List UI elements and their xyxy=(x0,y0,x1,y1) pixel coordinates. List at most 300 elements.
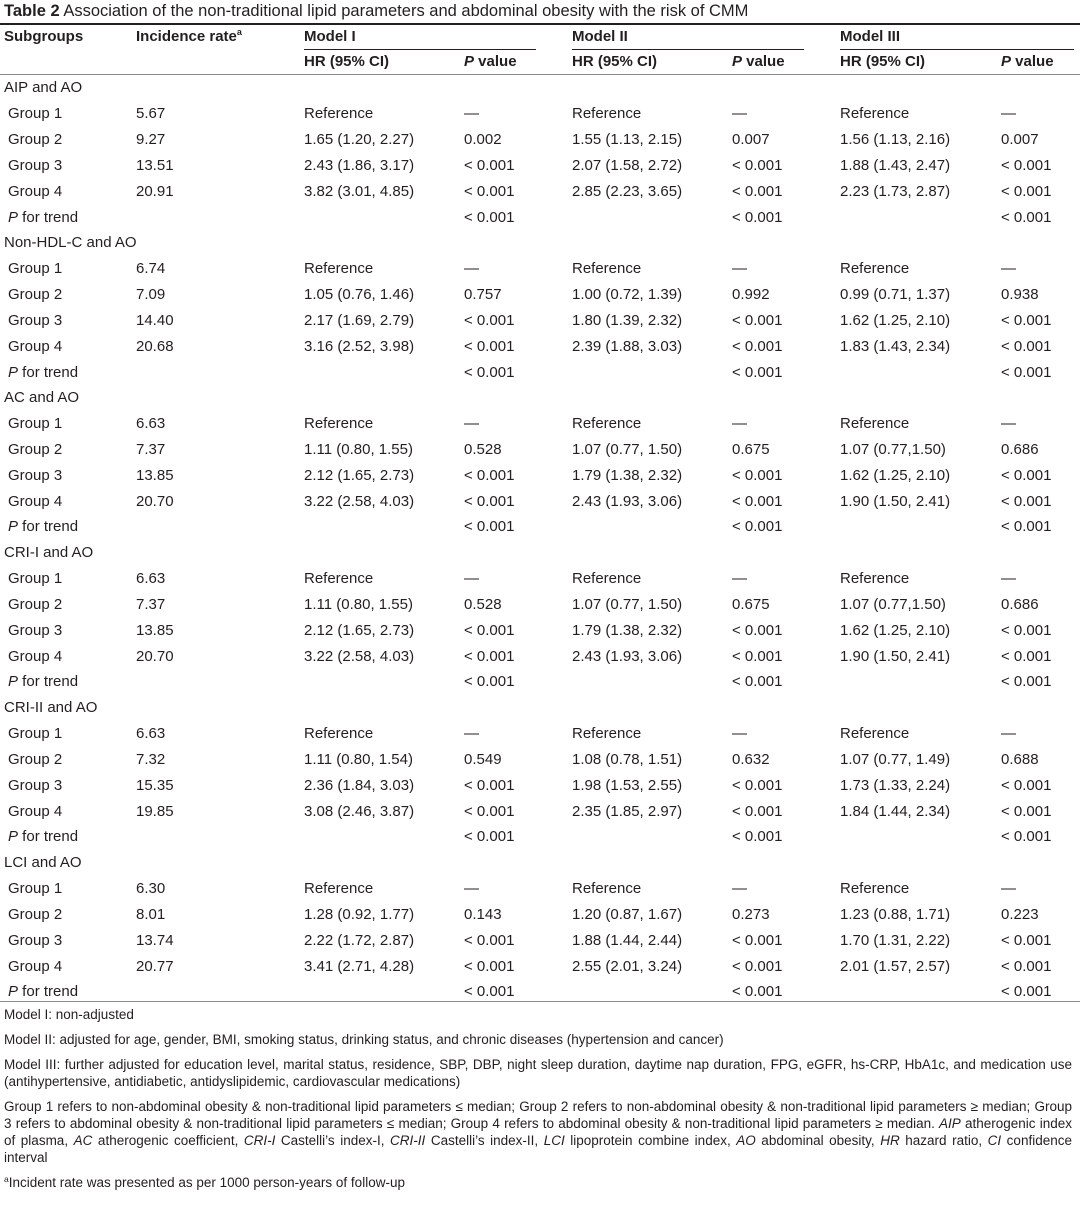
model-3-p: 0.688 xyxy=(1001,750,1039,768)
model-1-p: — xyxy=(464,570,479,588)
footnote-text: Castelli’s index-I, xyxy=(275,1133,391,1148)
header-p-model-1: P value xyxy=(464,53,517,70)
header-model-2: Model II xyxy=(572,28,628,45)
model-1-p: — xyxy=(464,105,479,123)
group-label: Group 2 xyxy=(8,286,63,304)
model-1-hr: 1.11 (0.80, 1.55) xyxy=(304,595,413,613)
model-3-p: < 0.001 xyxy=(1001,156,1052,174)
model-1-p: 0.143 xyxy=(464,905,502,923)
table-row xyxy=(0,747,1080,773)
table-row xyxy=(0,307,1080,333)
header-model-3: Model III xyxy=(840,28,900,45)
model-1-trend-p: < 0.001 xyxy=(464,208,515,226)
model-3-hr: 1.73 (1.33, 2.24) xyxy=(840,776,951,794)
model-2-trend-p: < 0.001 xyxy=(732,983,783,1001)
header-p-model-3: P value xyxy=(1001,53,1054,70)
model-2-hr: 1.79 (1.38, 2.32) xyxy=(572,466,683,484)
model-1-p: 0.002 xyxy=(464,131,502,149)
incidence-rate: 6.74 xyxy=(136,260,166,278)
model-2-p: — xyxy=(732,415,747,433)
empty-cell xyxy=(840,669,1001,695)
model-2-hr: 1.98 (1.53, 2.55) xyxy=(572,776,683,794)
incidence-rate: 15.35 xyxy=(136,776,174,794)
model-3-p: < 0.001 xyxy=(1001,647,1052,665)
empty-cell xyxy=(572,824,732,850)
model-3-hr: 1.83 (1.43, 2.34) xyxy=(840,337,951,355)
model-2-hr: 1.00 (0.72, 1.39) xyxy=(572,286,683,304)
trend-label: P for trend xyxy=(8,518,79,536)
model-2-trend-p: < 0.001 xyxy=(732,828,783,846)
empty-cell xyxy=(572,359,732,385)
model-2-hr: 2.43 (1.93, 3.06) xyxy=(572,492,683,510)
table-row xyxy=(0,592,1080,618)
model-3-hr: 1.07 (0.77,1.50) xyxy=(840,595,946,613)
footnote-text: confidence interval xyxy=(4,1133,1072,1165)
header-hr-model-3: HR (95% CI) xyxy=(840,53,926,70)
model-3-hr: 1.70 (1.31, 2.22) xyxy=(840,931,951,949)
abbreviation: LCI xyxy=(543,1133,565,1148)
model-1-hr: 3.41 (2.71, 4.28) xyxy=(304,957,415,975)
model-3-p: < 0.001 xyxy=(1001,621,1052,639)
model-2-hr: 1.55 (1.13, 2.15) xyxy=(572,131,683,149)
group-label: Group 3 xyxy=(8,931,63,949)
model-3-p: — xyxy=(1001,725,1016,743)
footnote-text: atherogenic coefficient, xyxy=(92,1133,244,1148)
model-2-p: — xyxy=(732,105,747,123)
empty-cell xyxy=(840,824,1001,850)
model-3-p: < 0.001 xyxy=(1001,337,1052,355)
group-label: Group 4 xyxy=(8,647,63,665)
footnote-incidence: $^a$Incident rate was presented as per 1000 person-years of follow-up xyxy=(4,1174,405,1190)
model-3-p: — xyxy=(1001,880,1016,898)
model-2-hr: 2.85 (2.23, 3.65) xyxy=(572,182,683,200)
model-3-p: < 0.001 xyxy=(1001,802,1052,820)
trend-label: P for trend xyxy=(8,828,79,846)
abbreviation: AC xyxy=(73,1133,93,1148)
model-3-p: 0.686 xyxy=(1001,595,1039,613)
model-3-p: 0.938 xyxy=(1001,286,1039,304)
header-p-model-2: P value xyxy=(732,53,785,70)
model-1-hr: 3.08 (2.46, 3.87) xyxy=(304,802,415,820)
table-label: Table 2 xyxy=(4,2,60,20)
section-title: CRI-I and AO xyxy=(4,544,94,562)
group-label: Group 2 xyxy=(8,131,63,149)
empty-cell xyxy=(136,359,304,385)
model-1-hr: Reference xyxy=(304,415,374,433)
incidence-rate: 6.63 xyxy=(136,415,166,433)
model-2-trend-p: < 0.001 xyxy=(732,673,783,691)
model-1-trend-p: < 0.001 xyxy=(464,828,515,846)
table-row xyxy=(0,127,1080,153)
model-3-hr: 1.62 (1.25, 2.10) xyxy=(840,621,951,639)
header-hr-model-2: HR (95% CI) xyxy=(572,53,658,70)
model-3-hr: Reference xyxy=(840,570,910,588)
table-row xyxy=(0,282,1080,308)
incidence-rate: 13.85 xyxy=(136,466,174,484)
trend-label: P for trend xyxy=(8,208,79,226)
model-3-hr: 0.99 (0.71, 1.37) xyxy=(840,286,951,304)
footnote-text: abdominal obesity, xyxy=(755,1133,881,1148)
footnote-text: hazard ratio, xyxy=(899,1133,988,1148)
group-label: Group 1 xyxy=(8,415,63,433)
model-3-p: — xyxy=(1001,260,1016,278)
model-3-p: < 0.001 xyxy=(1001,957,1052,975)
model-2-hr: 2.55 (2.01, 3.24) xyxy=(572,957,683,975)
model-1-p: < 0.001 xyxy=(464,492,515,510)
model-2-p: < 0.001 xyxy=(732,957,783,975)
abbreviation: HR xyxy=(880,1133,900,1148)
table-row xyxy=(0,488,1080,514)
table-row xyxy=(0,256,1080,282)
incidence-rate: 7.37 xyxy=(136,595,166,613)
section-title: AC and AO xyxy=(4,389,80,407)
model-2-hr: Reference xyxy=(572,880,642,898)
model-1-p: < 0.001 xyxy=(464,802,515,820)
incidence-rate: 13.85 xyxy=(136,621,174,639)
incidence-rate: 6.63 xyxy=(136,570,166,588)
model-1-p: 0.757 xyxy=(464,286,502,304)
model-3-hr: Reference xyxy=(840,725,910,743)
model-1-p: — xyxy=(464,415,479,433)
model-1-p: < 0.001 xyxy=(464,647,515,665)
model-2-p: < 0.001 xyxy=(732,802,783,820)
model-3-p: — xyxy=(1001,415,1016,433)
group-label: Group 4 xyxy=(8,492,63,510)
model-3-p: < 0.001 xyxy=(1001,311,1052,329)
group-label: Group 2 xyxy=(8,905,63,923)
results-table xyxy=(0,75,1080,1005)
model-2-p: < 0.001 xyxy=(732,621,783,639)
header-model-1: Model I xyxy=(304,28,356,45)
model-1-p: < 0.001 xyxy=(464,776,515,794)
table-row xyxy=(0,643,1080,669)
model-2-p: < 0.001 xyxy=(732,466,783,484)
model-1-hr: 2.43 (1.86, 3.17) xyxy=(304,156,415,174)
trend-row xyxy=(0,669,1080,695)
trend-row xyxy=(0,359,1080,385)
model-3-trend-p: < 0.001 xyxy=(1001,983,1052,1001)
group-label: Group 1 xyxy=(8,260,63,278)
model-2-hr: 1.08 (0.78, 1.51) xyxy=(572,750,683,768)
empty-cell xyxy=(304,514,464,540)
model-1-hr: 3.22 (2.58, 4.03) xyxy=(304,647,415,665)
model-3-trend-p: < 0.001 xyxy=(1001,363,1052,381)
footnote-text: Castelli’s index-II, xyxy=(425,1133,544,1148)
table-row xyxy=(0,566,1080,592)
incidence-rate: 13.74 xyxy=(136,931,174,949)
table-row xyxy=(0,617,1080,643)
table-title: Association of the non-traditional lipid parameters and abdominal obesity with the risk of CMM xyxy=(63,2,749,20)
trend-row xyxy=(0,514,1080,540)
model-2-p: 0.675 xyxy=(732,595,770,613)
model-2-hr: 1.80 (1.39, 2.32) xyxy=(572,311,683,329)
model-2-hr: Reference xyxy=(572,725,642,743)
incidence-rate: 13.51 xyxy=(136,156,174,174)
model-2-hr: 2.07 (1.58, 2.72) xyxy=(572,156,683,174)
model-1-hr: Reference xyxy=(304,570,374,588)
incidence-rate: 6.63 xyxy=(136,725,166,743)
section-header-row xyxy=(0,75,1080,101)
model-1-hr: 1.11 (0.80, 1.54) xyxy=(304,750,413,768)
empty-cell xyxy=(136,514,304,540)
model-3-hr: 1.88 (1.43, 2.47) xyxy=(840,156,951,174)
table-row xyxy=(0,333,1080,359)
table-row xyxy=(0,437,1080,463)
group-label: Group 1 xyxy=(8,570,63,588)
table-row xyxy=(0,953,1080,979)
model-2-p: 0.273 xyxy=(732,905,770,923)
model-2-p: — xyxy=(732,725,747,743)
model-3-p: < 0.001 xyxy=(1001,931,1052,949)
incidence-rate: 5.67 xyxy=(136,105,166,123)
model-1-hr: 3.82 (3.01, 4.85) xyxy=(304,182,415,200)
model-1-p: < 0.001 xyxy=(464,466,515,484)
empty-cell xyxy=(304,824,464,850)
empty-cell xyxy=(136,204,304,230)
trend-label: P for trend xyxy=(8,983,79,1001)
model-1-hr: 1.05 (0.76, 1.46) xyxy=(304,286,415,304)
model-2-hr: 2.35 (1.85, 2.97) xyxy=(572,802,683,820)
model-2-trend-p: < 0.001 xyxy=(732,208,783,226)
model-2-hr: 1.20 (0.87, 1.67) xyxy=(572,905,683,923)
model-1-p: — xyxy=(464,725,479,743)
abbreviation: AIP xyxy=(939,1116,961,1131)
group-label: Group 4 xyxy=(8,337,63,355)
model-1-hr: 2.36 (1.84, 3.03) xyxy=(304,776,415,794)
group-label: Group 2 xyxy=(8,441,63,458)
model-3-hr: 2.01 (1.57, 2.57) xyxy=(840,957,951,975)
table-row xyxy=(0,101,1080,127)
model-3-trend-p: < 0.001 xyxy=(1001,673,1052,691)
table-row xyxy=(0,772,1080,798)
empty-cell xyxy=(136,824,304,850)
model-2-p: < 0.001 xyxy=(732,182,783,200)
model-2-p: < 0.001 xyxy=(732,311,783,329)
footnote-text: atherogenic index of plasma, xyxy=(4,1116,1073,1148)
incidence-rate: 20.70 xyxy=(136,647,174,665)
trend-row xyxy=(0,204,1080,230)
model-2-hr: Reference xyxy=(572,570,642,588)
model-1-p: < 0.001 xyxy=(464,957,515,975)
model-3-hr: 1.90 (1.50, 2.41) xyxy=(840,647,951,665)
abbreviation: CRI-I xyxy=(243,1133,276,1148)
footnote-model-3: Model III: further adjusted for education level, marital status, residence, SBP, DBP, night sleep duration, daytime nap duration, FPG, eGFR, hs-CRP, HbA1c, and medication use (antihypertensive, antidiabetic, antidyslipidemic, cardiovascular medications) xyxy=(4,1057,1072,1089)
model-2-p: 0.675 xyxy=(732,441,770,458)
footnote-model-1: Model I: non-adjusted xyxy=(4,1007,134,1022)
model-1-p: < 0.001 xyxy=(464,311,515,329)
header-subgroups: Subgroups xyxy=(4,28,84,45)
model-1-p: 0.549 xyxy=(464,750,502,768)
section-title: CRI-II and AO xyxy=(4,699,98,717)
model-2-trend-p: < 0.001 xyxy=(732,363,783,381)
group-label: Group 4 xyxy=(8,957,63,975)
table-body xyxy=(0,75,1080,1005)
model-2-hr: 1.88 (1.44, 2.44) xyxy=(572,931,683,949)
model-3-hr: Reference xyxy=(840,105,910,123)
model-3-rule xyxy=(840,49,1074,50)
table-row xyxy=(0,462,1080,488)
model-1-hr: Reference xyxy=(304,725,374,743)
table-bottom-rule xyxy=(0,1001,1080,1002)
table-row xyxy=(0,798,1080,824)
model-3-hr: 1.07 (0.77,1.50) xyxy=(840,441,946,458)
model-2-hr: 1.07 (0.77, 1.50) xyxy=(572,441,683,458)
model-2-p: < 0.001 xyxy=(732,776,783,794)
model-1-p: < 0.001 xyxy=(464,182,515,200)
header-hr-model-1: HR (95% CI) xyxy=(304,53,390,70)
footnote-text: lipoprotein combine index, xyxy=(564,1133,737,1148)
empty-cell xyxy=(840,359,1001,385)
table-row xyxy=(0,902,1080,928)
table-caption xyxy=(4,0,748,22)
model-1-p: 0.528 xyxy=(464,595,502,613)
group-label: Group 2 xyxy=(8,595,63,613)
model-1-hr: Reference xyxy=(304,105,374,123)
model-2-p: — xyxy=(732,570,747,588)
group-label: Group 4 xyxy=(8,182,63,200)
group-label: Group 2 xyxy=(8,750,63,768)
model-1-hr: 3.22 (2.58, 4.03) xyxy=(304,492,415,510)
model-3-p: — xyxy=(1001,105,1016,123)
model-3-p: < 0.001 xyxy=(1001,492,1052,510)
model-1-hr: 1.65 (1.20, 2.27) xyxy=(304,131,415,149)
footnote-model-2: Model II: adjusted for age, gender, BMI, smoking status, drinking status, and chronic diseases (hypertension and cancer) xyxy=(4,1032,724,1047)
model-3-hr: 2.23 (1.73, 2.87) xyxy=(840,182,951,200)
model-1-hr: 1.11 (0.80, 1.55) xyxy=(304,441,413,458)
model-3-trend-p: < 0.001 xyxy=(1001,518,1052,536)
empty-cell xyxy=(840,514,1001,540)
model-1-hr: 2.22 (1.72, 2.87) xyxy=(304,931,415,949)
footnotes xyxy=(4,1006,1072,1199)
top-rule xyxy=(0,23,1080,25)
table-row xyxy=(0,411,1080,437)
model-3-hr: 1.62 (1.25, 2.10) xyxy=(840,311,951,329)
footnote-groups xyxy=(4,1098,1072,1166)
model-2-hr: 1.07 (0.77, 1.50) xyxy=(572,595,683,613)
abbreviation: CRI-II xyxy=(390,1133,426,1148)
table-row xyxy=(0,927,1080,953)
model-3-hr: Reference xyxy=(840,880,910,898)
section-header-row xyxy=(0,230,1080,256)
group-label: Group 4 xyxy=(8,802,63,820)
model-2-p: < 0.001 xyxy=(732,492,783,510)
empty-cell xyxy=(840,204,1001,230)
model-3-hr: 1.07 (0.77, 1.49) xyxy=(840,750,951,768)
model-2-p: < 0.001 xyxy=(732,647,783,665)
group-label: Group 3 xyxy=(8,156,63,174)
model-2-p: — xyxy=(732,260,747,278)
model-1-p: < 0.001 xyxy=(464,621,515,639)
model-3-p: < 0.001 xyxy=(1001,466,1052,484)
model-2-hr: 2.39 (1.88, 3.03) xyxy=(572,337,683,355)
empty-cell xyxy=(572,669,732,695)
model-1-hr: 2.12 (1.65, 2.73) xyxy=(304,621,415,639)
model-3-trend-p: < 0.001 xyxy=(1001,828,1052,846)
incidence-rate: 20.77 xyxy=(136,957,174,975)
incidence-rate: 20.91 xyxy=(136,182,174,200)
incidence-rate: 6.30 xyxy=(136,880,166,898)
empty-cell xyxy=(572,514,732,540)
model-2-hr: Reference xyxy=(572,105,642,123)
empty-cell xyxy=(304,204,464,230)
incidence-rate: 19.85 xyxy=(136,802,174,820)
model-2-p: — xyxy=(732,880,747,898)
model-2-hr: Reference xyxy=(572,415,642,433)
section-title: Non-HDL-C and AO xyxy=(4,234,137,252)
incidence-rate: 7.32 xyxy=(136,750,166,768)
group-label: Group 3 xyxy=(8,311,63,329)
model-1-trend-p: < 0.001 xyxy=(464,518,515,536)
model-1-hr: 3.16 (2.52, 3.98) xyxy=(304,337,415,355)
footnote-text: Group 1 refers to non-abdominal obesity & non-traditional lipid parameters ≤ median; Group 2 refers to non-abdominal obesity & non-traditional lipid parameters ≥ median; Group 3 refers to abdominal obesity & non-traditional lipid parameters ≤ median; Group 4 refers to abdominal obesity & non-traditional lipid parameters ≥ median. xyxy=(4,1099,1072,1131)
model-3-hr: 1.84 (1.44, 2.34) xyxy=(840,802,951,820)
group-label: Group 3 xyxy=(8,776,63,794)
model-3-hr: Reference xyxy=(840,415,910,433)
model-1-p: < 0.001 xyxy=(464,931,515,949)
abbreviation: CI xyxy=(987,1133,1002,1148)
model-1-hr: 1.28 (0.92, 1.77) xyxy=(304,905,415,923)
model-1-trend-p: < 0.001 xyxy=(464,363,515,381)
table-row xyxy=(0,152,1080,178)
section-header-row xyxy=(0,850,1080,876)
section-header-row xyxy=(0,695,1080,721)
table-row xyxy=(0,721,1080,747)
section-title: AIP and AO xyxy=(4,79,83,97)
section-header-row xyxy=(0,385,1080,411)
model-2-hr: 2.43 (1.93, 3.06) xyxy=(572,647,683,665)
trend-row xyxy=(0,824,1080,850)
abbreviation: AO xyxy=(736,1133,756,1148)
group-label: Group 1 xyxy=(8,880,63,898)
group-label: Group 1 xyxy=(8,725,63,743)
incidence-rate: 9.27 xyxy=(136,131,166,149)
model-3-hr: 1.62 (1.25, 2.10) xyxy=(840,466,951,484)
incidence-rate: 14.40 xyxy=(136,311,174,329)
model-3-hr: 1.56 (1.13, 2.16) xyxy=(840,131,951,149)
group-label: Group 3 xyxy=(8,621,63,639)
empty-cell xyxy=(136,669,304,695)
model-1-p: — xyxy=(464,260,479,278)
model-2-p: 0.632 xyxy=(732,750,770,768)
model-2-p: < 0.001 xyxy=(732,156,783,174)
incidence-rate: 8.01 xyxy=(136,905,166,923)
model-3-p: < 0.001 xyxy=(1001,182,1052,200)
model-3-p: 0.007 xyxy=(1001,131,1039,149)
model-1-hr: Reference xyxy=(304,260,374,278)
model-2-hr: 1.79 (1.38, 2.32) xyxy=(572,621,683,639)
model-1-p: — xyxy=(464,880,479,898)
model-3-hr: 1.90 (1.50, 2.41) xyxy=(840,492,951,510)
model-2-p: 0.992 xyxy=(732,286,770,304)
table-row xyxy=(0,178,1080,204)
incidence-rate: 20.68 xyxy=(136,337,174,355)
model-1-rule xyxy=(304,49,536,50)
model-1-p: 0.528 xyxy=(464,441,502,458)
model-1-p: < 0.001 xyxy=(464,156,515,174)
group-label: Group 3 xyxy=(8,466,63,484)
model-2-p: < 0.001 xyxy=(732,337,783,355)
header-incidence-rate: Incidence rate$^a$ xyxy=(136,27,242,45)
trend-label: P for trend xyxy=(8,673,79,691)
empty-cell xyxy=(304,359,464,385)
model-1-hr: 2.12 (1.65, 2.73) xyxy=(304,466,415,484)
model-1-trend-p: < 0.001 xyxy=(464,673,515,691)
model-3-p: < 0.001 xyxy=(1001,776,1052,794)
section-title: LCI and AO xyxy=(4,854,82,872)
model-2-hr: Reference xyxy=(572,260,642,278)
model-3-p: — xyxy=(1001,570,1016,588)
model-2-trend-p: < 0.001 xyxy=(732,518,783,536)
